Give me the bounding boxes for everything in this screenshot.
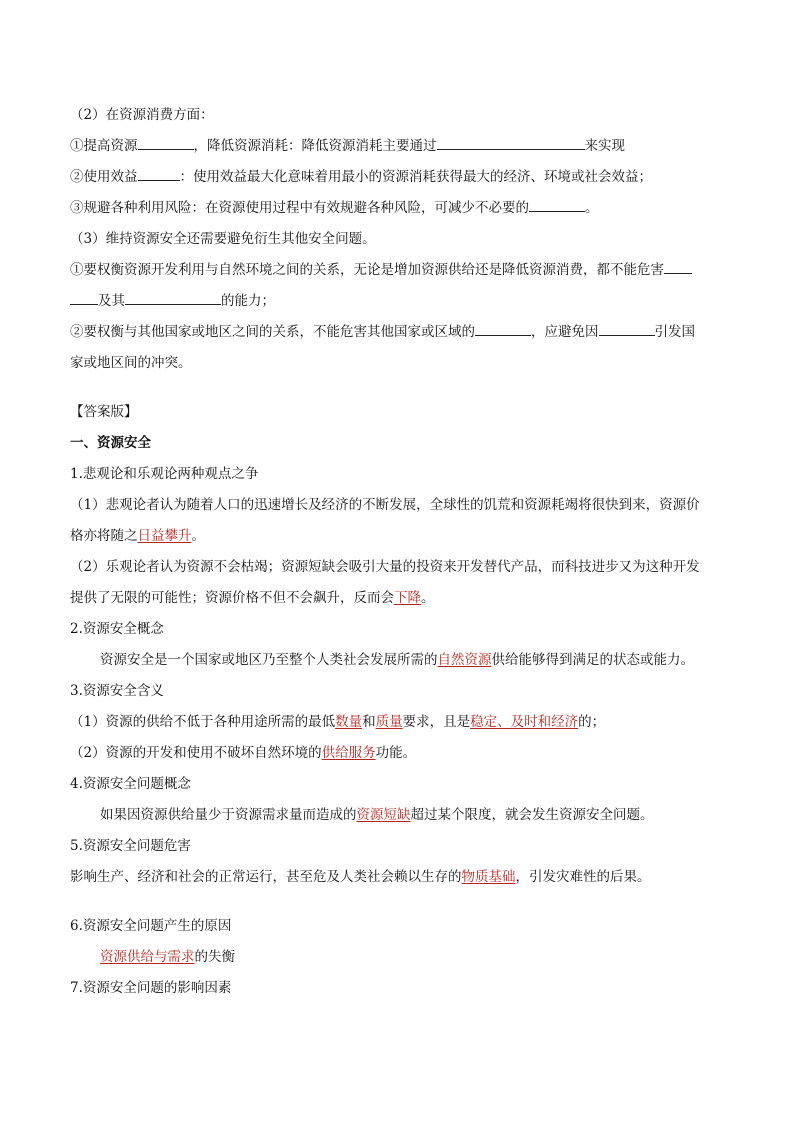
text: 。 — [421, 590, 435, 606]
text: ，降低资源消耗：降低资源消耗主要通过 — [193, 138, 437, 154]
answer-text: 日益攀升 — [137, 528, 192, 544]
text: ①提高资源 — [70, 138, 138, 154]
paragraph-line — [70, 645, 725, 676]
answer-tag: 【答案版】 — [70, 404, 138, 420]
text: 来实现 — [584, 138, 625, 154]
item-title: 1.悲观论和乐观论两种观点之争 — [70, 466, 259, 482]
text: 的失衡 — [194, 949, 235, 965]
text: 要求，且是 — [402, 714, 471, 730]
text: （2）资源的开发和使用不破坏自然环境的 — [70, 745, 322, 761]
answer-text: 数量 — [335, 714, 363, 730]
q3-line-2 — [70, 286, 725, 317]
fill-blank[interactable] — [529, 197, 585, 212]
q2-heading: （2）在资源消费方面： — [70, 107, 214, 123]
fill-blank[interactable] — [599, 321, 655, 336]
q3-heading: （3）维持资源安全还需要避免衍生其他安全问题。 — [70, 231, 376, 247]
answer-text: 质量 — [375, 714, 403, 730]
q2-line-2 — [70, 162, 725, 193]
text: 的； — [578, 714, 606, 730]
paragraph-line — [70, 942, 725, 973]
paragraph-line: （1）悲观论者认为随着人口的迅速增长及经济的不断发展，全球性的饥荒和资源耗竭将很快到来，资源价 — [70, 497, 700, 513]
paragraph-line — [70, 521, 725, 552]
item-title: 7.资源安全问题的影响因素 — [70, 980, 232, 996]
text: ，引发灾难性的后果。 — [515, 869, 651, 885]
paragraph-line — [70, 800, 725, 831]
text: 超过某个限度，就会发生资源安全问题。 — [410, 807, 654, 823]
fill-blank[interactable] — [664, 259, 692, 274]
text: ：使用效益最大化意味着用最小的资源消耗获得最大的经济、环境或社会效益； — [179, 169, 652, 185]
paragraph-line — [70, 738, 725, 769]
item-title: 4.资源安全问题概念 — [70, 776, 191, 792]
text: 的能力； — [221, 293, 275, 309]
fill-blank[interactable] — [125, 290, 221, 305]
item-title: 3.资源安全含义 — [70, 683, 164, 699]
paragraph-line — [70, 862, 725, 893]
item-title: 2.资源安全概念 — [70, 621, 164, 637]
text: 供给能够得到满足的状态或能力。 — [491, 652, 694, 668]
q2-line-3 — [70, 193, 725, 224]
text: 和 — [362, 714, 376, 730]
text: 如果因资源供给量少于资源需求量而造成的 — [100, 807, 357, 823]
paragraph-line: （2）乐观论者认为资源不会枯竭；资源短缺会吸引大量的投资来开发替代产品，而科技进步又为这种开发 — [70, 559, 700, 575]
fill-blank[interactable] — [475, 321, 531, 336]
answer-text: 稳定、及时和经济 — [470, 714, 579, 730]
q3-line-4: 家或地区间的冲突。 — [70, 355, 192, 371]
paragraph-line — [70, 583, 725, 614]
text: 。 — [191, 528, 205, 544]
text: 功能。 — [375, 745, 417, 761]
spacer — [70, 379, 725, 397]
answer-text: 下降 — [394, 590, 421, 606]
document-body — [70, 100, 725, 1004]
text: 引发国 — [654, 324, 695, 340]
section-heading: 一、资源安全 — [70, 435, 151, 451]
text: 影响生产、经济和社会的正常运行，甚至危及人类社会赖以生存的 — [70, 869, 462, 885]
fill-blank[interactable] — [138, 135, 194, 150]
item-title: 5.资源安全问题危害 — [70, 838, 191, 854]
answer-text: 资源供给与需求 — [100, 949, 195, 965]
text: （1）资源的供给不低于各种用途所需的最低 — [70, 714, 336, 730]
fill-blank[interactable] — [70, 290, 98, 305]
text: ①要权衡资源开发利用与自然环境之间的关系，无论是增加资源供给还是降低资源消费，都不能危害 — [70, 262, 664, 278]
text: ，应避免因 — [531, 324, 599, 340]
fill-blank[interactable] — [437, 135, 585, 150]
text: ②使用效益 — [70, 169, 138, 185]
text: 提供了无限的可能性；资源价格不但不会飙升，反而会 — [70, 590, 394, 606]
q3-line-3 — [70, 317, 725, 348]
answer-text: 供给服务 — [321, 745, 376, 761]
answer-text: 自然资源 — [437, 652, 492, 668]
text: 资源安全是一个国家或地区乃至整个人类社会发展所需的 — [100, 652, 438, 668]
answer-text: 资源短缺 — [356, 807, 411, 823]
text: 及其 — [98, 293, 125, 309]
fill-blank[interactable] — [138, 166, 180, 181]
text: ③规避各种利用风险：在资源使用过程中有效规避各种风险，可减少不必要的 — [70, 200, 529, 216]
spacer — [70, 893, 725, 911]
text: ②要权衡与其他国家或地区之间的关系，不能危害其他国家或区域的 — [70, 324, 475, 340]
q2-line-1 — [70, 131, 725, 162]
q3-line-1 — [70, 255, 725, 286]
item-title: 6.资源安全问题产生的原因 — [70, 918, 232, 934]
text: 。 — [585, 200, 599, 216]
paragraph-line — [70, 707, 725, 738]
text: 格亦将随之 — [70, 528, 138, 544]
answer-text: 物质基础 — [461, 869, 516, 885]
